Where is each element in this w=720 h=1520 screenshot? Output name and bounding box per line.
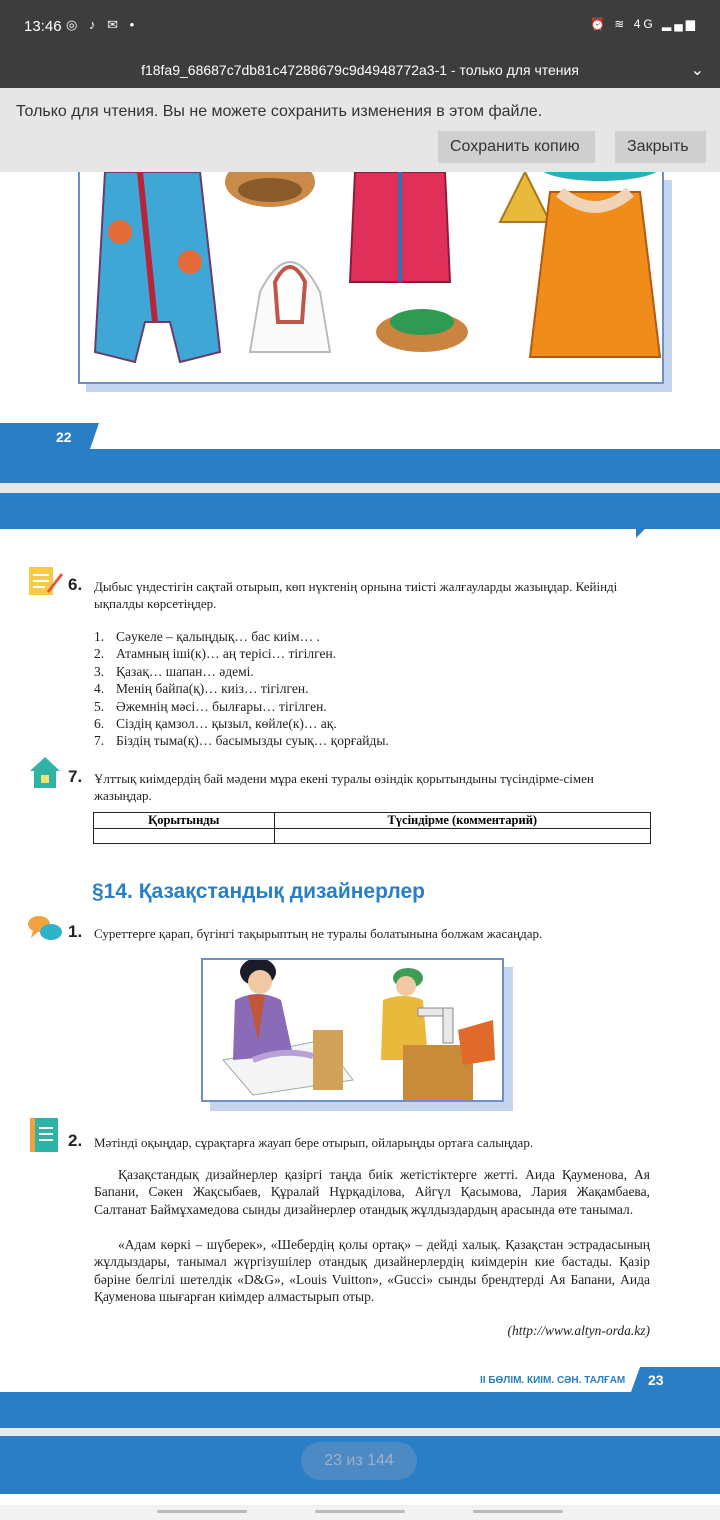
page22-tab-gap: [90, 423, 99, 449]
list-item-text: Сіздің қамзол… қызыл, көйле(к)… ақ.: [116, 716, 337, 732]
question-6-number: 6.: [68, 575, 83, 594]
list-item-text: Сәукеле – қалыңдық… бас киім… .: [116, 629, 320, 644]
table-row: [94, 829, 651, 844]
page23-number: 23: [648, 1372, 664, 1388]
chevron-down-icon[interactable]: ⌄: [690, 62, 704, 79]
navigation-bar: [0, 1505, 720, 1520]
list-item-text: Біздің тыма(қ)… басымызды суық… қорғайды.: [116, 733, 389, 749]
notification-icons: ◎ ♪ ✉ •: [66, 17, 139, 32]
speech-bubbles-icon: [27, 914, 63, 944]
list-item: [94, 715, 389, 732]
source-link[interactable]: (http://www.altyn-orda.kz): [507, 1323, 650, 1338]
section-question-2-text: Мәтінді оқыңдар, сұрақтарға жауап бере отырып, ойларыңды ортаға салыңдар.: [94, 1135, 534, 1150]
document-title: f18fa9_68687c7db81c47288679c9d4948772a3-1 - только для чтения: [141, 62, 579, 78]
question-6-list: [94, 628, 389, 750]
readonly-message: Только для чтения. Вы не можете сохранить изменения в этом файле.: [16, 103, 543, 120]
list-item-text: Әжемнің мәсі… былғары… тігілген.: [116, 698, 327, 714]
page23-footer-tab-cut: [631, 1367, 640, 1392]
column-header-conclusion: Қорытынды: [94, 813, 275, 829]
designers-illustration: [201, 958, 504, 1102]
question-7-text: Ұлттық киімдердің бай мәдени мұра екені туралы өзіндік қорытындыны түсіндірме-сімен жазыңдар.: [94, 771, 594, 803]
system-icons: ⏰ ≋ 4G ▂▄▆: [590, 17, 698, 31]
list-item-text: Атамның іші(к)… аң терісі… тігілген.: [116, 646, 337, 662]
list-item: [94, 680, 389, 697]
list-item-number: 2.: [94, 646, 105, 662]
document-titlebar[interactable]: [0, 54, 720, 88]
status-time: 13:46: [24, 18, 62, 35]
page22-tab-white: [99, 423, 720, 449]
clothing-drawings: [80, 172, 662, 382]
list-item: [94, 663, 389, 680]
nav-home-indicator[interactable]: [315, 1510, 405, 1513]
list-item: [94, 628, 389, 645]
nav-recent-indicator[interactable]: [157, 1510, 247, 1513]
column-header-comment: Түсіндірме (комментарий): [274, 813, 650, 829]
list-item: [94, 698, 389, 715]
list-item: [94, 732, 389, 749]
section-question-2-number: 2.: [68, 1131, 83, 1150]
list-item: [94, 645, 389, 662]
paragraph-1: Қазақстандық дизайнерлер қазіргі таңда биік жетістіктерге жетті. Аида Қауменова, Ая Бапани, Сәкен Жақсыбаев, Құралай Нұрқаділова, Айгүл Қасымова, Лария Жақамбаева, Салтанат Баймұхамедова сынды дизайнерлер отандық жұлдыздардың арасында өте танымал.: [94, 1167, 650, 1217]
nav-back-indicator[interactable]: [473, 1510, 563, 1513]
readonly-banner: [0, 88, 720, 172]
question-6-text: Дыбыс үндестігін сақтай отырып, көп нүктенің орнына тиісті жалғауларды жазыңдар. Кейінді ықпалды көрсетіңдер.: [94, 579, 618, 611]
question-7-number: 7.: [68, 767, 83, 786]
table-cell: [94, 829, 275, 844]
table-cell: [274, 829, 650, 844]
list-item-number: 7.: [94, 733, 105, 749]
paragraph-2: «Адам көркі – шүберек», «Шебердің қолы ортақ» – дейді халық. Қазақстан эстрадасының жұлдыздары, танымал жүргізушілер отандық дизайнерлердің киімдерін кие бастады. Қазір бәріне белгілі шетелдік «D&G», «Louis Vuitton», «Gucci» сынды брендтерді Ая Бапани, Аида Қауменова шығарған киімдер алмастырып отыр.: [94, 1237, 650, 1305]
clothing-illustration: [78, 172, 664, 384]
list-item-number: 1.: [94, 629, 105, 644]
list-item-text: Қазақ… шапан… әдемі.: [116, 663, 254, 679]
save-copy-button[interactable]: Сохранить копию: [438, 131, 595, 163]
section-question-1-number: 1.: [68, 922, 83, 941]
notebook-icon: [30, 1118, 60, 1154]
page-divider-bottom: [0, 1428, 720, 1436]
page22-number: 22: [56, 429, 72, 445]
list-item-number: 6.: [94, 716, 105, 732]
status-bar: [0, 0, 720, 54]
designers-drawing: [203, 960, 502, 1100]
conclusion-table: [93, 812, 651, 844]
page23-footer-stripe: [0, 1392, 720, 1428]
list-item-text: Менің байпа(қ)… киіз… тігілген.: [116, 681, 309, 697]
table-header-row: [94, 813, 651, 829]
footer-section-label: II БӨЛІМ. КИІМ. СӘН. ТАЛҒАМ: [480, 1375, 626, 1386]
house-icon: [28, 755, 62, 789]
page23-header-stripe: [0, 493, 720, 529]
list-item-number: 5.: [94, 698, 105, 714]
page-indicator: 23 из 144: [301, 1442, 417, 1480]
list-item-number: 3.: [94, 663, 105, 679]
section-title: §14. Қазақстандық дизайнерлер: [92, 880, 425, 903]
section-question-1-text: Суреттерге қарап, бүгінгі тақырыптың не туралы болатынына болжам жасаңдар.: [94, 926, 543, 941]
pencil-note-icon: [27, 565, 63, 597]
page23-header-cut: [636, 529, 645, 538]
list-item-number: 4.: [94, 681, 105, 697]
close-button[interactable]: Закрыть: [615, 131, 706, 163]
page-divider: [0, 483, 720, 493]
